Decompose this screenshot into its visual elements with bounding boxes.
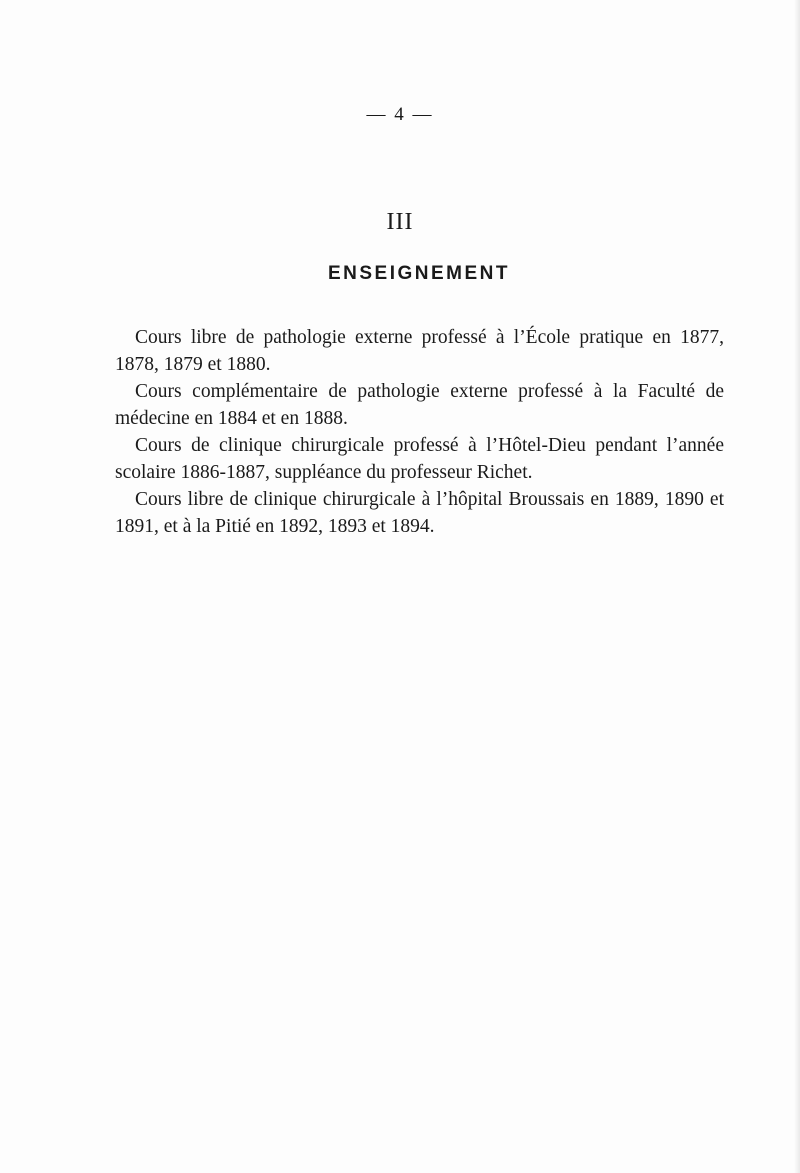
page-number: — 4 — [366, 104, 434, 125]
body-text [115, 324, 724, 540]
section-numeral: III [386, 209, 414, 235]
paragraph-ecole-pratique: Cours libre de pathologie externe professé à l’École pratique en 1877, 1878, 1879 et 1880. [115, 327, 724, 375]
paragraph-hotel-dieu: Cours de clinique chirurgicale professé à l’Hôtel-Dieu pendant l’année scolaire 1886-1887, suppléance du professeur Richet. [115, 435, 724, 483]
section-title: ENSEIGNEMENT [327, 263, 511, 284]
paragraph-faculte: Cours complémentaire de pathologie externe professé à la Faculté de médecine en 1884 et en 1888. [115, 381, 724, 429]
page-edge-shadow [794, 0, 800, 1173]
paragraph-broussais: Cours libre de clinique chirurgicale à l’hôpital Broussais en 1889, 1890 et 1891, et à la Pitié en 1892, 1893 et 1894. [115, 489, 724, 537]
